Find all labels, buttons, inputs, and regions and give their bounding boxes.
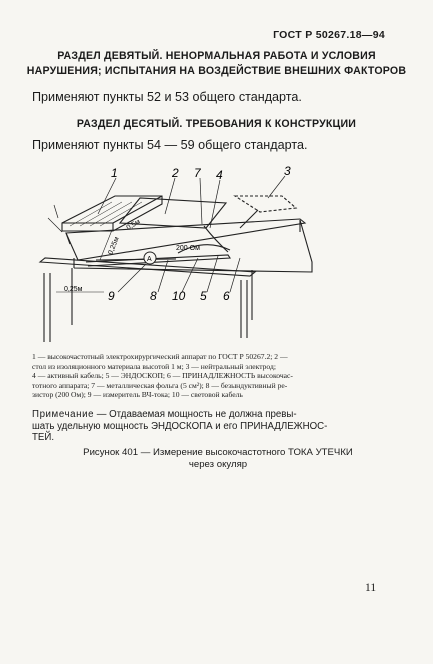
caption-line-1: Рисунок 401 — Измерение высокочастотного ТОКА УТЕЧКИ: [83, 447, 353, 458]
legend-line-3: 4 — активный кабель; 5 — ЭНДОСКОП; 6 — ПРИНАДЛЕЖНОСТЬ высокочас-: [32, 371, 293, 381]
neutral-electrode: [235, 196, 296, 212]
section9-title-line1: РАЗДЕЛ ДЕВЯТЫЙ. НЕНОРМАЛЬНАЯ РАБОТА И УСЛОВИЯ: [57, 50, 376, 62]
dim-label-3: 0,25м: [64, 286, 83, 293]
neutral-electrode-lead: [240, 210, 258, 228]
section9-text: Применяют пункты 52 и 53 общего стандарта.: [32, 90, 302, 104]
callout-3: 3: [284, 164, 291, 178]
dim-label-1: 0,25м: [107, 236, 121, 256]
callout-1: 1: [111, 166, 118, 180]
left-lead: [48, 205, 62, 232]
section10-text: Применяют пункты 54 — 59 общего стандарта.: [32, 138, 308, 152]
table-leg-front-left: [44, 273, 50, 342]
callout-7: 7: [194, 166, 201, 180]
callout-8: 8: [150, 289, 157, 303]
note-block: [32, 409, 390, 444]
callout-leader-10: [182, 258, 198, 292]
note-line-2: шать удельную мощность ЭНДОСКОПА и его ПРИНАДЛЕЖНОС-: [32, 420, 328, 432]
legend-line-1: 1 — высокочастотный электрохирургический аппарат по ГОСТ Р 50267.2; 2 —: [32, 352, 288, 361]
legend-line-5: зистор (200 Ом); 9 — измеритель ВЧ-тока; 10 — световой кабель: [32, 390, 243, 400]
note-line-1: — Отдаваемая мощность не должна превы-: [94, 409, 297, 420]
figure-diagram: [0, 160, 433, 350]
section10-title: РАЗДЕЛ ДЕСЯТЫЙ. ТРЕБОВАНИЯ К КОНСТРУКЦИИ: [76, 118, 357, 130]
standard-number: ГОСТ Р 50267.18—94: [273, 29, 385, 41]
callout-leader-1: [98, 178, 116, 214]
callout-leader-2: [165, 178, 175, 214]
note-line-3: ТЕЙ.: [32, 432, 55, 443]
legend-line-2: стол из изоляционного материала высотой 1 м; 3 — нейтральный электрод;: [32, 361, 276, 371]
legend-line-4: тотного аппарата; 7 — металлическая фольга (5 см²); 8 — безындуктивный ре-: [32, 380, 288, 390]
callout-leader-8: [158, 260, 168, 292]
figure-legend: [32, 352, 390, 400]
callout-9: 9: [108, 289, 115, 303]
callout-6: 6: [223, 289, 230, 303]
dim-label-0: 0,5м: [125, 218, 142, 232]
page-number: 11: [365, 582, 377, 594]
section9-title-line2: НАРУШЕНИЯ; ИСПЫТАНИЯ НА ВОЗДЕЙСТВИЕ ВНЕШНИХ ФАКТОРОВ: [26, 65, 407, 77]
note-lead: Примечание: [32, 409, 95, 420]
caption-line-2: через окуляр: [188, 459, 248, 470]
callout-5: 5: [200, 289, 207, 303]
meter-lead: [96, 259, 176, 260]
callout-leader-4: [210, 180, 220, 228]
callout-4: 4: [216, 168, 223, 182]
callout-leader-3: [268, 176, 285, 198]
callout-2: 2: [172, 166, 179, 180]
hf-current-meter-symbol: A: [147, 256, 152, 263]
table-leg-front-right: [241, 280, 247, 338]
endoscope-body: [86, 255, 230, 266]
figure-caption: [28, 447, 408, 471]
callout-10: 10: [172, 289, 186, 303]
table-back-edge: [66, 233, 70, 244]
dim-label-2: 200 Ом: [176, 245, 200, 252]
